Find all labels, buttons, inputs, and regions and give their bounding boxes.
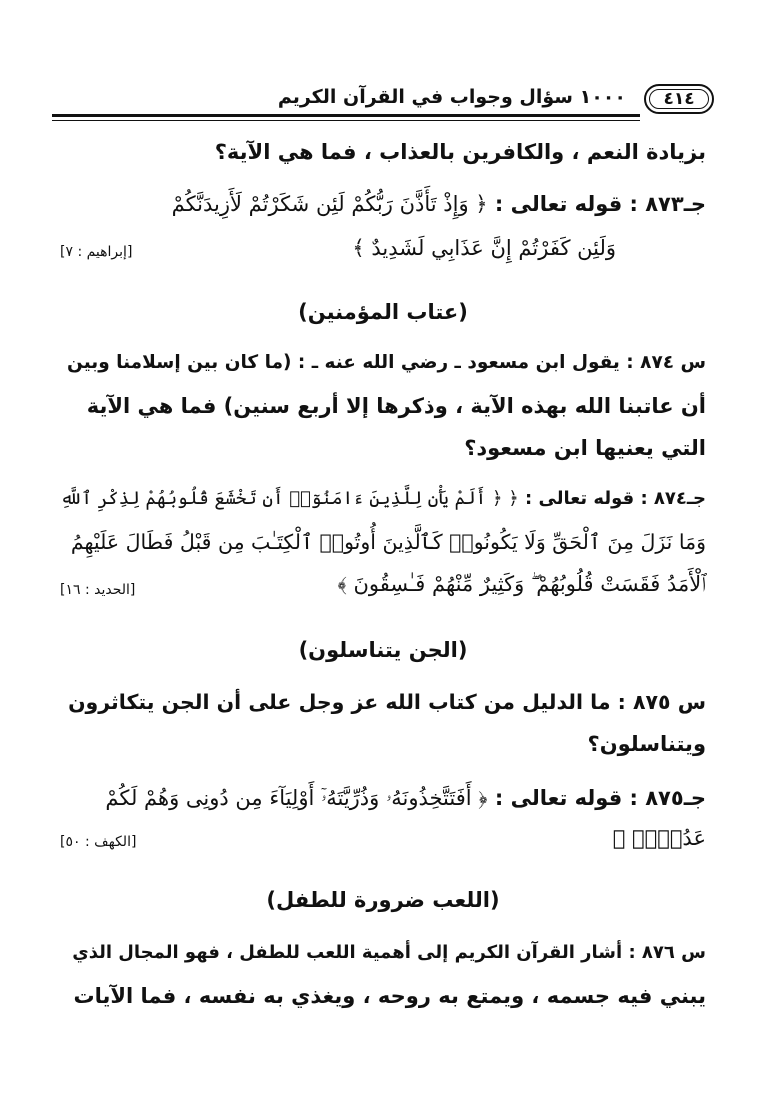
verse-reference: [الحديد : ١٦] <box>60 582 136 598</box>
answer-label: جـ٨٧٣ : قوله تعالى : <box>494 192 706 216</box>
section-heading: (اللعب ضرورة للطفل) <box>266 888 500 912</box>
question-876-line-2: يبني فيه جسمه ، ويمتع به روحه ، ويغذي به نفسه ، فما الآيات <box>73 984 706 1008</box>
answer-873-line-1 <box>58 192 706 216</box>
question-875-line-2: ويتناسلون؟ <box>587 732 706 756</box>
page-number: ٤١٤ <box>663 89 695 109</box>
quran-verse: ﴿ ﴿ أَلَمْ يَأْنِ لِلَّذِينَ ءَامَنُوٓا۟ أَن تَخْشَعَ قُلُوبُهُمْ لِذِكْرِ ٱللَّهِ <box>60 488 519 509</box>
answer-874-line-3: ٱلْأَمَدُ فَقَسَتْ قُلُوبُهُمْ ۖ وَكَثِيرٌ مِّنْهُمْ فَـٰسِقُونَ ﴾ <box>337 572 706 596</box>
verse-reference: [إبراهيم : ٧] <box>60 244 133 260</box>
page-header <box>52 78 714 122</box>
page-number-badge <box>644 84 714 114</box>
quran-verse: ﴿ أَفَتَتَّخِذُونَهُۥ وَذُرِّيَّتَهُۥٓ أَوْلِيَآءَ مِن دُونِى وَهُمْ لَكُمْ <box>105 786 488 810</box>
answer-873-line-2: وَلَئِن كَفَرْتُمْ إِنَّ عَذَابِي لَشَدِيدٌ ﴾ <box>352 236 616 260</box>
question-874-line-1: س ٨٧٤ : يقول ابن مسعود ـ رضي الله عنه ـ : (ما كان بين إسلامنا وبين <box>67 352 706 373</box>
book-title: ١٠٠٠ سؤال وجواب في القرآن الكريم <box>277 86 626 108</box>
text-line: بزيادة النعم ، والكافرين بالعذاب ، فما هي الآية؟ <box>214 140 706 164</box>
answer-label: جـ٨٧٤ : قوله تعالى : <box>525 488 706 509</box>
answer-label: جـ٨٧٥ : قوله تعالى : <box>494 786 706 810</box>
question-875-line-1: س ٨٧٥ : ما الدليل من كتاب الله عز وجل على أن الجن يتكاثرون <box>68 690 706 714</box>
header-rule-thin <box>52 120 640 121</box>
quran-verse: ﴿ وَإِذْ تَأَذَّنَ رَبُّكُمْ لَئِن شَكَرْتُمْ لَأَزِيدَنَّكُمْ <box>171 192 488 216</box>
section-heading: (الجن يتناسلون) <box>298 638 468 662</box>
answer-874-line-2: وَمَا نَزَلَ مِنَ ٱلْحَقِّ وَلَا يَكُونُوا۟ كَٱلَّذِينَ أُوتُوا۟ ٱلْكِتَـٰبَ مِن قَبْلُ فَطَالَ عَلَيْهِمُ <box>70 530 706 554</box>
question-874-line-2: أن عاتبنا الله بهذه الآية ، وذكرها إلا أربع سنين) فما هي الآية <box>86 394 706 418</box>
answer-874-line-1 <box>58 488 706 509</box>
question-874-line-3: التي يعنيها ابن مسعود؟ <box>464 436 706 460</box>
question-876-line-1: س ٨٧٦ : أشار القرآن الكريم إلى أهمية اللعب للطفل ، فهو المجال الذي <box>72 942 706 963</box>
verse-reference: [الكهف : ٥٠] <box>60 834 137 850</box>
answer-875-line-2: عَدُوٌّۢ ﴾ <box>612 826 706 850</box>
header-rule-thick <box>52 114 640 117</box>
answer-875-line-1 <box>58 786 706 811</box>
section-heading: (عتاب المؤمنين) <box>298 300 468 324</box>
